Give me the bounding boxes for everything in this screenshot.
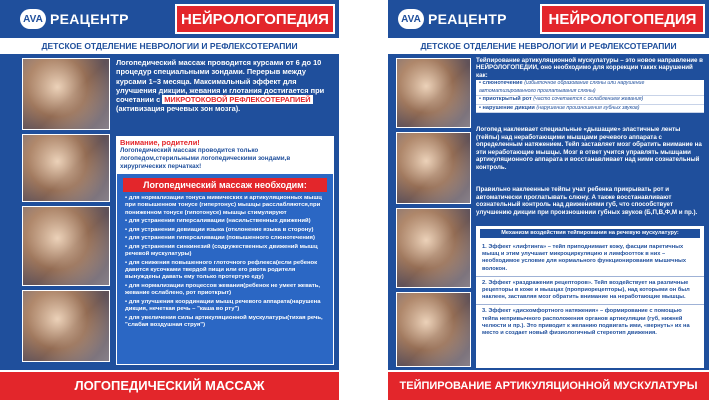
list-item: • для устранения синкинезий (содружественных движений мышц речевой мускулатуры) <box>125 244 327 259</box>
footer-title: ЛОГОПЕДИЧЕСКИЙ МАССАЖ <box>0 370 339 400</box>
warning-box <box>116 136 334 174</box>
right-poster <box>388 0 709 400</box>
list-item: • для устранения девиации языка (отклонение языка в сторону) <box>125 227 327 234</box>
mechanism-title: Механизм воздействия тейпирования на речевую мускулатуру: <box>480 229 700 238</box>
photo-taping-4 <box>396 292 471 367</box>
logo <box>398 9 507 29</box>
indications-box <box>116 173 334 365</box>
photo-child-massage-3 <box>22 206 110 286</box>
logo-text: РЕАЦЕНТР <box>50 11 129 27</box>
photo-child-massage-2 <box>22 134 110 202</box>
photo-child-massage-1 <box>22 58 110 130</box>
photo-taping-1 <box>396 58 471 128</box>
mechanism-item: 3. Эффект «дискомфортного натяжения» – формирование с помощью тейпа непривычного расположения органов артикуляции (губ, нижней челюсти и пр.). Это приводит к желанию подвигать ими, «вернуть» их на место и создает новый физиологичный стереотип движения. <box>482 308 690 337</box>
logo <box>20 9 129 29</box>
list-item: • для устранения гиперсаливации (насильственных движений) <box>125 218 327 225</box>
logo-icon: AVA <box>20 9 46 29</box>
list-item: • слюнотечение (избыточное образование слюны или нарушение автоматизированного проглатывания слюны) <box>476 80 704 96</box>
list-item: • для нормализации тонуса мимических и артикуляционных мышц при повышенном тонусе (гипертонус) мышцы расслабляются,при пониженном тонусе (гипотонусе) мышцы стимулируют <box>125 195 327 217</box>
indications-title: Логопедический массаж необходим: <box>123 178 327 192</box>
footer-title: ТЕЙПИРОВАНИЕ АРТИКУЛЯЦИОННОЙ МУСКУЛАТУРЫ <box>388 370 709 400</box>
mechanism-item: 1. Эффект «лифтинга» – тейп приподнимает кожу, фасции паретичных мышц и этим улучшает микроциркуляцию и лимфоотток в них – необходимое условие для нормального функционирования мышечных волокон. <box>476 241 704 277</box>
intro-text: Тейпирование артикуляционной мускулатуры – это новое направление в НЕЙРОЛОГОПЕДИИ, оно необходимо для коррекции таких нарушений как: <box>476 57 703 79</box>
disorders-list <box>476 80 704 113</box>
highlight-microcurrent: МИКРОТОКОВОЙ РЕФЛЕКСОТЕРАПИЕЙ <box>164 95 311 105</box>
taping-paragraph-2: Правильно наклеенные тейпы учат ребенка прикрывать рот и автоматически проглатывать слюну. А также восстанавливают сознательный контроль над движениями губ, что способствует улучшению дикции при произношении губных звуков (Б,П,В,Ф,М и пр.). <box>476 186 698 216</box>
photo-taping-3 <box>396 208 471 288</box>
list-item: • нарушение дикции (нарушение произношения губных звуков) <box>476 105 704 114</box>
title-badge: НЕЙРОЛОГОПЕДИЯ <box>175 4 335 34</box>
divider-gap <box>339 0 388 400</box>
photo-child-massage-4 <box>22 290 110 362</box>
indications-list <box>125 195 327 331</box>
left-poster <box>0 0 339 400</box>
list-item: • для устранения гиперсаливации (повышенного слюнотечения) <box>125 235 327 242</box>
department-subhead: ДЕТСКОЕ ОТДЕЛЕНИЕ НЕВРОЛОГИИ И РЕФЛЕКСОТЕРАПИИ <box>0 38 339 54</box>
logo-icon: AVA <box>398 9 424 29</box>
list-item: • для увеличения силы артикуляционной мускулатуры(тихая речь, "слабая воздушная струя") <box>125 315 327 330</box>
list-item: • приоткрытый рот (часто сочетается с ослаблением жевания) <box>476 96 704 105</box>
warning-title: Внимание, родители! <box>120 138 200 147</box>
photo-taping-2 <box>396 132 471 204</box>
header <box>388 0 709 38</box>
department-subhead: ДЕТСКОЕ ОТДЕЛЕНИЕ НЕВРОЛОГИИ И РЕФЛЕКСОТЕРАПИИ <box>388 38 709 54</box>
header <box>0 0 339 38</box>
mechanism-item: 2. Эффект «раздражения рецепторов». Тейп воздействует на различные рецепторы в коже и мышцах (проприорецепторы), над которыми он был наклеен, заставляя мозг обратить внимание на неработающие мышцы. <box>476 277 704 306</box>
list-item: • для снижения повышенного глоточного рефлекса(если ребенок давится кусочками твердой пищи или его рвота родителя вынуждены давать ему только протертую еду) <box>125 260 327 282</box>
logo-text: РЕАЦЕНТР <box>428 11 507 27</box>
list-item: • для нормализации процессов жевания(ребенок не умеет жевать, жевание ослаблено, рот приоткрыт) <box>125 283 327 298</box>
intro-text: Логопедический массаж проводится курсами от 6 до 10 процедур специальными зондами. Перерыв между курсами 1–3 месяца. Максимальный эффект для улучшения дикции, жевания и глотания достигается при сочетании с МИКРОТОКОВОЙ РЕФЛЕКСОТЕРАПИЕЙ (активизация речевых зон мозга). <box>116 58 325 114</box>
list-item: • для улучшения координации мышц речевого аппарата(нарушена дикция, нечеткая речь – "каша во рту") <box>125 299 327 314</box>
title-badge: НЕЙРОЛОГОПЕДИЯ <box>540 4 705 34</box>
taping-paragraph-1: Логопед наклеивает специальные «дышащие» эластичные ленты (тейпы) над неработающими мышцами речевого аппарата с определенным натяжением. Тейп заставляет мозг обратить внимание на эти неработающие мышцы. Мозг в ответ учится управлять мышцами артикуляционного аппарата и восстанавливает над ними сознательный контроль. <box>476 126 702 171</box>
warning-text: Логопедический массаж проводится только логопедом,стерильными логопедическими зондами,в хирургических перчатках! <box>120 147 291 170</box>
mechanism-box <box>476 226 704 368</box>
